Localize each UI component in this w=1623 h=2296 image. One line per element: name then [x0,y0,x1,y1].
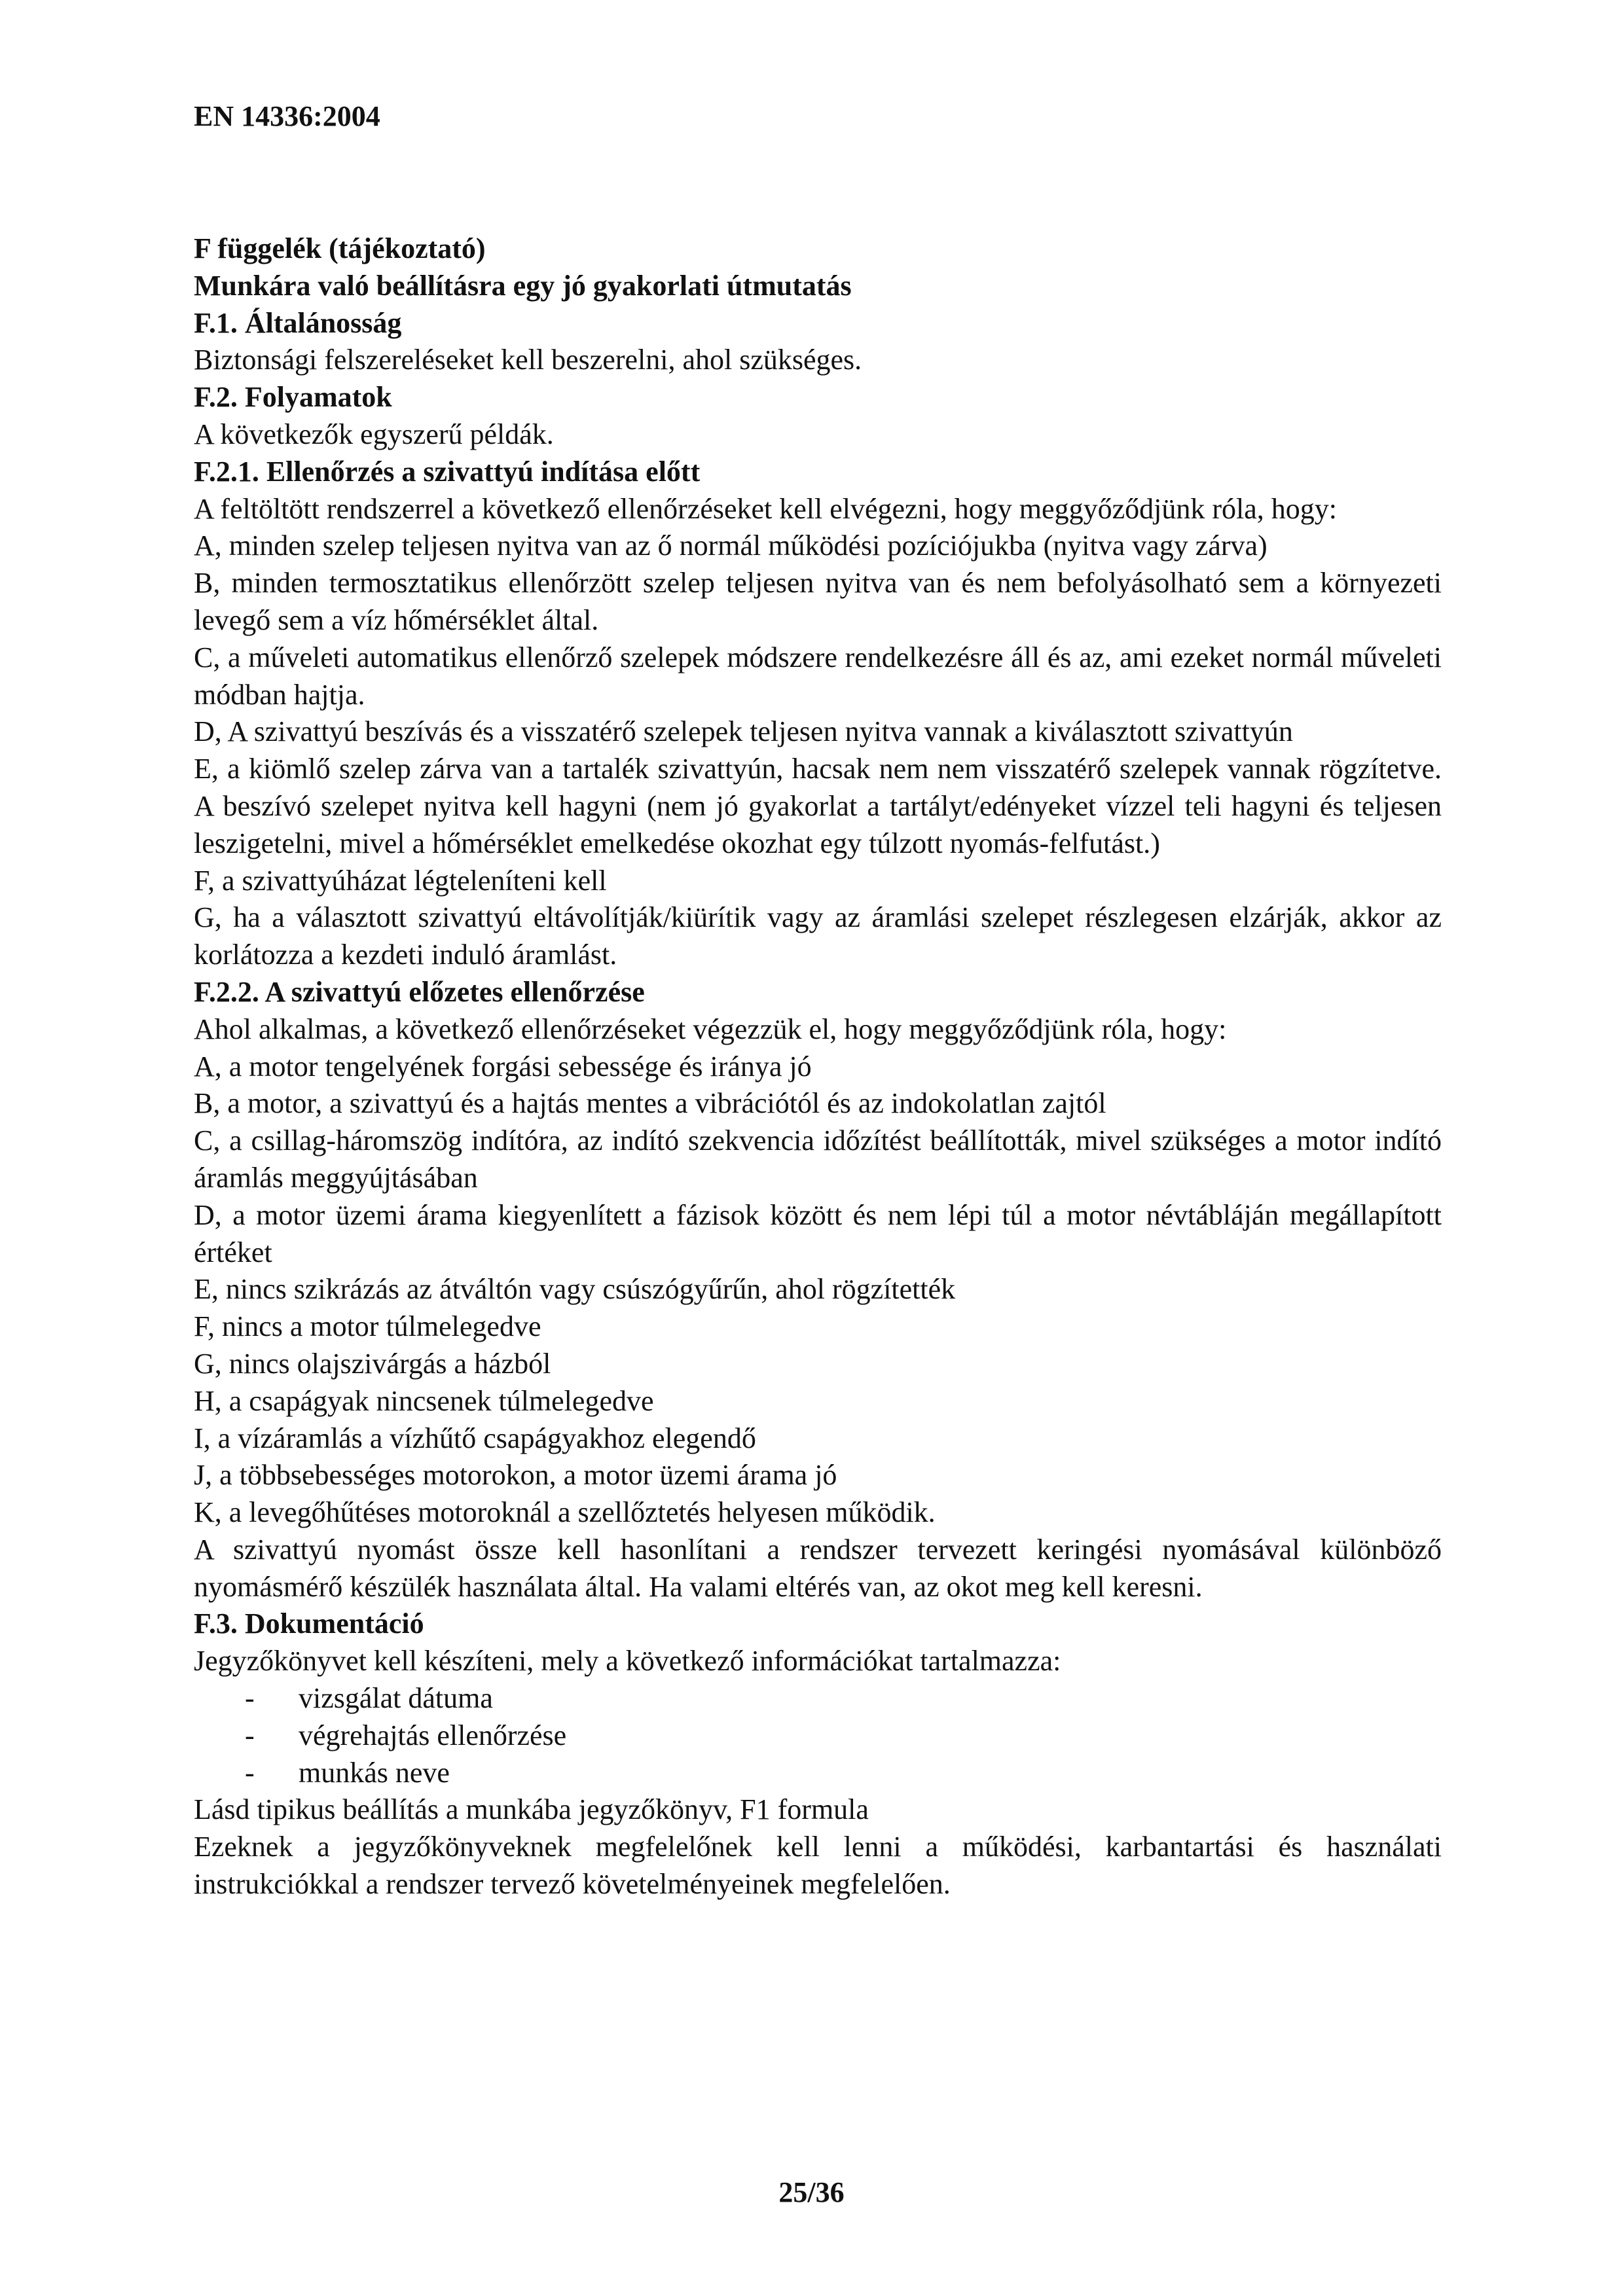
section-f21-heading: F.2.1. Ellenőrzés a szivattyú indítása előtt [194,455,701,488]
f22-item-h: H, a csapágyak nincsenek túlmelegedve [194,1384,654,1417]
f22-item-j: J, a többsebességes motorokon, a motor üzemi árama jó [194,1459,837,1492]
f22-item-b: B, a motor, a szivattyú és a hajtás mentes a vibrációtól és az indokolatlan zajtól [194,1087,1106,1120]
f21-item-f: F, a szivattyúházat légteleníteni kell [194,864,607,897]
annex-subtitle: Munkára való beállításra egy jó gyakorlati útmutatás [194,269,852,302]
list-item [194,1680,1442,1717]
f21-item-c: C, a műveleti automatikus ellenőrző szelepek módszere rendelkezésre áll és az, ami ezeket normál műveleti módban hajtja. [194,641,1442,711]
f22-item-d: D, a motor üzemi árama kiegyenlített a fázisok között és nem lépi túl a motor névtábláján megállapított értéket [194,1198,1442,1268]
section-f3-heading: F.3. Dokumentáció [194,1607,424,1640]
f21-item-b: B, minden termosztatikus ellenőrzött szelep teljesen nyitva van és nem befolyásolható sem a környezeti levegő sem a víz hőmérséklet által. [194,567,1442,636]
list-item-text: vizsgálat dátuma [299,1682,493,1715]
dash-bullet: - [245,1682,255,1715]
f22-item-a: A, a motor tengelyének forgási sebessége és iránya jó [194,1050,812,1083]
section-f2-text: A következők egyszerű példák. [194,418,554,450]
section-f22-outro: A szivattyú nyomást össze kell hasonlítani a rendszer tervezett keringési nyomásával különböző nyomásmérő készülék használata által. Ha valami eltérés van, az okot meg kell keresni. [194,1533,1442,1603]
section-f22-intro: Ahol alkalmas, a következő ellenőrzéseket végezzük el, hogy meggyőződjünk róla, hogy: [194,1013,1227,1045]
section-f3-reference: Lásd tipikus beállítás a munkába jegyzőkönyv, F1 formula [194,1793,869,1826]
section-f1-text: Biztonsági felszereléseket kell beszerelni, ahol szükséges. [194,344,862,376]
f21-item-a: A, minden szelep teljesen nyitva van az ő normál működési pozíciójukba (nyitva vagy zárva) [194,529,1267,562]
section-f3-closing: Ezeknek a jegyzőkönyveknek megfelelőnek kell lenni a működési, karbantartási és használati instrukciókkal a rendszer tervező követelményeinek megfelelően. [194,1831,1442,1901]
f22-item-i: I, a vízáramlás a vízhűtő csapágyakhoz elegendő [194,1422,756,1454]
f21-item-g: G, ha a választott szivattyú eltávolítják/kiürítik vagy az áramlási szelepet részlegesen elzárják, akkor az korlátozza a kezdeti induló áramlást. [194,901,1442,971]
dash-bullet: - [245,1756,255,1789]
section-f1-heading: F.1. Általánosság [194,306,402,339]
f22-item-c: C, a csillag-háromszög indítóra, az indító szekvencia időzítést beállították, mivel szükséges a motor indító áramlás meggyújtásában [194,1124,1442,1194]
f22-item-f: F, nincs a motor túlmelegedve [194,1310,541,1343]
f21-item-e: E, a kiömlő szelep zárva van a tartalék szivattyún, hacsak nem nem visszatérő szelepek vannak rögzítetve. A beszívó szelepet nyitva kell hagyni (nem jó gyakorlat a tartályt/edényeket vízzel teli hagyni és teljesen leszigetelni, mivel a hőmérséklet emelkedése okozhat egy túlzott nyomás-felfutást.) [194,753,1442,859]
dash-bullet: - [245,1719,255,1751]
list-item [194,1717,1442,1755]
document-body [194,230,1442,1903]
section-f3-intro: Jegyzőkönyvet kell készíteni, mely a következő információkat tartalmazza: [194,1645,1061,1677]
list-item-text: végrehajtás ellenőrzése [299,1719,567,1751]
section-f21-intro: A feltöltött rendszerrel a következő ellenőrzéseket kell elvégezni, hogy meggyőződjünk róla, hogy: [194,492,1337,525]
f22-item-k: K, a levegőhűtéses motoroknál a szellőztetés helyesen működik. [194,1496,936,1529]
f21-item-d: D, A szivattyú beszívás és a visszatérő szelepek teljesen nyitva vannak a kiválasztott szivattyún [194,715,1293,748]
list-item [194,1755,1442,1792]
section-f22-heading: F.2.2. A szivattyú előzetes ellenőrzése [194,975,645,1008]
list-item-text: munkás neve [299,1756,450,1789]
f22-item-e: E, nincs szikrázás az átváltón vagy csúszógyűrűn, ahol rögzítették [194,1273,956,1306]
f22-item-g: G, nincs olajszivárgás a házból [194,1347,551,1380]
section-f2-heading: F.2. Folyamatok [194,381,392,414]
annex-title: F függelék (tájékoztató) [194,232,486,264]
page-number: 25/36 [778,2176,845,2208]
document-id: EN 14336:2004 [194,100,380,132]
